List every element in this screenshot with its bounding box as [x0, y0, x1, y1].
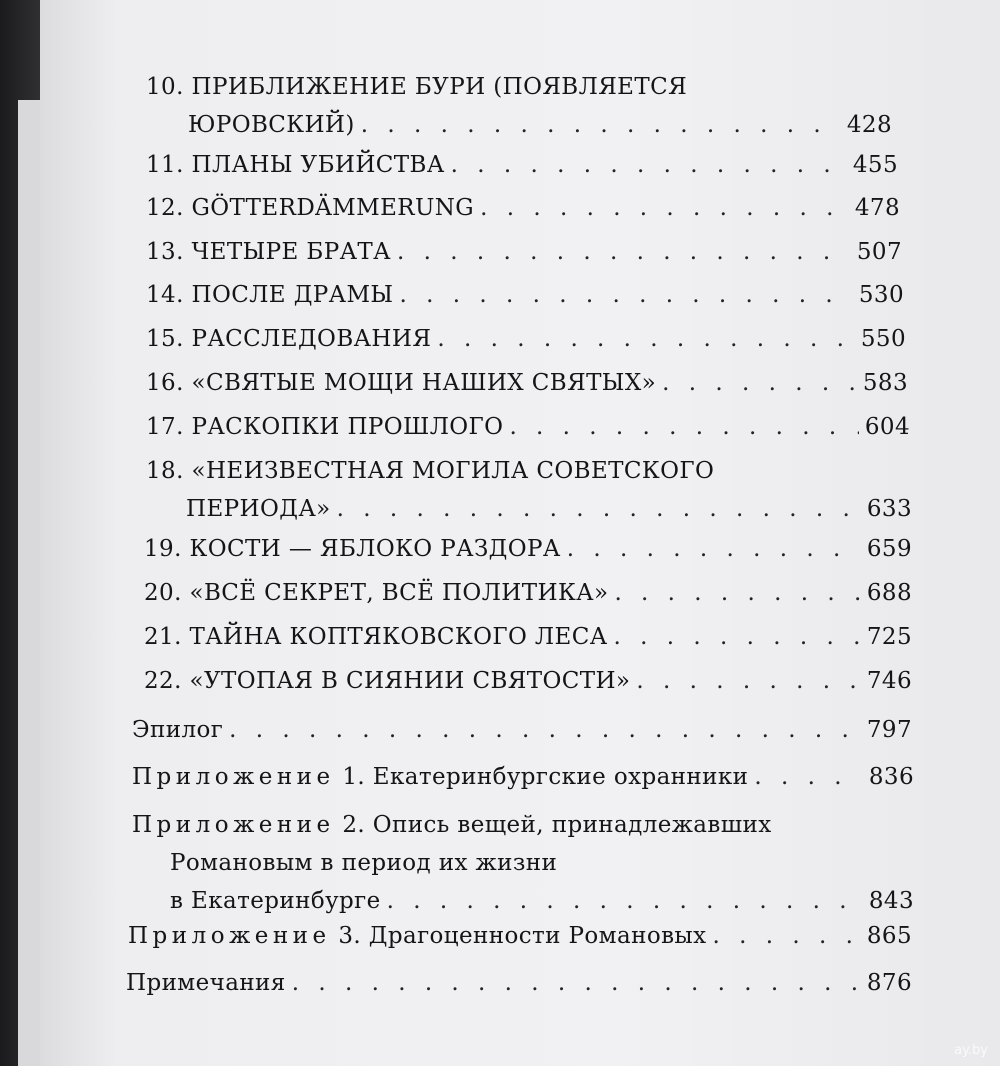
toc-entry-title: 15. РАССЛЕДОВАНИЯ — [146, 326, 432, 352]
toc-page-number: 633 — [866, 496, 912, 522]
toc-entry-appendix-2 — [132, 806, 914, 920]
appendix-title: 3. Драгоценности Романовых — [330, 923, 707, 949]
toc-entry-15 — [146, 320, 906, 358]
toc-page-number: 843 — [868, 888, 914, 914]
toc-entry-title: 14. ПОСЛЕ ДРАМЫ — [146, 282, 394, 308]
toc-entry-22 — [144, 662, 912, 700]
toc-entry-title: 10. ПРИБЛИЖЕНИЕ БУРИ (ПОЯВЛЯЕТСЯ — [146, 74, 688, 100]
toc-page-number: 455 — [852, 152, 898, 178]
toc-entry-14 — [146, 276, 904, 314]
watermark: ay.by — [954, 1043, 988, 1058]
appendix-label: Приложение — [128, 923, 331, 949]
dot-leader — [567, 530, 861, 568]
toc-entry-11 — [146, 146, 898, 184]
appendix-label: Приложение — [132, 812, 335, 838]
toc-entry-13 — [146, 233, 902, 271]
toc-page-number: 836 — [868, 764, 914, 790]
toc-entry-12 — [146, 189, 900, 227]
toc-entry-title: 18. «НЕИЗВЕСТНАЯ МОГИЛА СОВЕТСКОГО — [146, 458, 715, 484]
dot-leader — [399, 276, 852, 314]
dot-leader — [229, 711, 861, 749]
toc-entry-21 — [144, 618, 912, 656]
toc-page-number: 659 — [866, 536, 912, 562]
dot-leader — [361, 106, 841, 144]
toc-entry-17 — [146, 408, 910, 446]
toc-entry-title: 13. ЧЕТЫРЕ БРАТА — [146, 239, 391, 265]
toc-page-number: 876 — [866, 970, 912, 996]
toc-page-number: 507 — [856, 239, 902, 265]
toc-entry-title-cont: ПЕРИОДА» — [186, 496, 331, 522]
dot-leader — [662, 364, 857, 402]
toc-entry-20 — [144, 574, 912, 612]
toc-page-number: 746 — [866, 668, 912, 694]
toc-entry-title: 16. «СВЯТЫЕ МОЩИ НАШИХ СВЯТЫХ» — [146, 370, 657, 396]
toc-page-number: 583 — [862, 370, 908, 396]
toc-page-number: 428 — [846, 112, 892, 138]
toc-entry-appendix-3 — [128, 917, 912, 955]
toc-entry-title: 17. РАСКОПКИ ПРОШЛОГО — [146, 414, 504, 440]
toc-entry-18 — [146, 452, 912, 528]
dot-leader — [292, 964, 861, 1002]
toc-entry-title: 20. «ВСЁ СЕКРЕТ, ВСЁ ПОЛИТИКА» — [144, 580, 609, 606]
toc-entry-title: Примечания — [126, 970, 286, 996]
dot-leader — [509, 408, 858, 446]
toc-page-number: 688 — [866, 580, 912, 606]
appendix-label: Приложение — [132, 764, 335, 790]
toc-entry-notes — [126, 964, 912, 1002]
toc-entry-16 — [146, 364, 908, 402]
toc-entry-title-cont: в Екатеринбурге — [170, 888, 381, 914]
toc-page-number: 550 — [860, 326, 906, 352]
toc-page-number: 604 — [864, 414, 910, 440]
dot-leader — [614, 618, 861, 656]
toc-entry-title-cont: Романовым в период их жизни — [170, 850, 558, 876]
dot-leader — [713, 917, 861, 955]
dot-leader — [397, 233, 851, 271]
dot-leader — [387, 882, 863, 920]
toc-entry-title: 21. ТАЙНА КОПТЯКОВСКОГО ЛЕСА — [144, 624, 608, 650]
toc-entry-title: 11. ПЛАНЫ УБИЙСТВА — [146, 152, 445, 178]
appendix-title: 2. Опись вещей, принадлежавших — [334, 812, 772, 838]
toc-page-number: 797 — [866, 717, 912, 743]
toc-page-number: 865 — [866, 923, 912, 949]
toc-page-number: 530 — [858, 282, 904, 308]
appendix-title: 1. Екатеринбургские охранники — [334, 764, 749, 790]
toc-entry-title: 19. КОСТИ — ЯБЛОКО РАЗДОРА — [144, 536, 561, 562]
dot-leader — [614, 574, 860, 612]
toc-entry-19 — [144, 530, 912, 568]
dot-leader — [337, 490, 861, 528]
dot-leader — [754, 758, 863, 796]
dot-leader — [437, 320, 855, 358]
toc-entry-title — [132, 806, 914, 844]
dot-leader — [636, 662, 860, 700]
toc-page-number: 478 — [854, 195, 900, 221]
toc-entry-epilogue — [132, 711, 912, 749]
table-of-contents — [40, 0, 1000, 1066]
book-page — [40, 0, 1000, 1066]
toc-entry-title — [128, 917, 707, 955]
toc-entry-title: 12. GÖTTERDÄMMERUNG — [146, 195, 475, 221]
toc-entry-title — [132, 758, 748, 796]
toc-entry-10 — [146, 68, 892, 144]
dot-leader — [480, 189, 849, 227]
toc-page-number: 725 — [866, 624, 912, 650]
toc-entry-appendix-1 — [132, 758, 914, 796]
toc-entry-title: 22. «УТОПАЯ В СИЯНИИ СВЯТОСТИ» — [144, 668, 631, 694]
toc-entry-title: Эпилог — [132, 717, 224, 743]
toc-entry-title-cont: ЮРОВСКИЙ) — [188, 112, 355, 138]
dot-leader — [451, 146, 847, 184]
